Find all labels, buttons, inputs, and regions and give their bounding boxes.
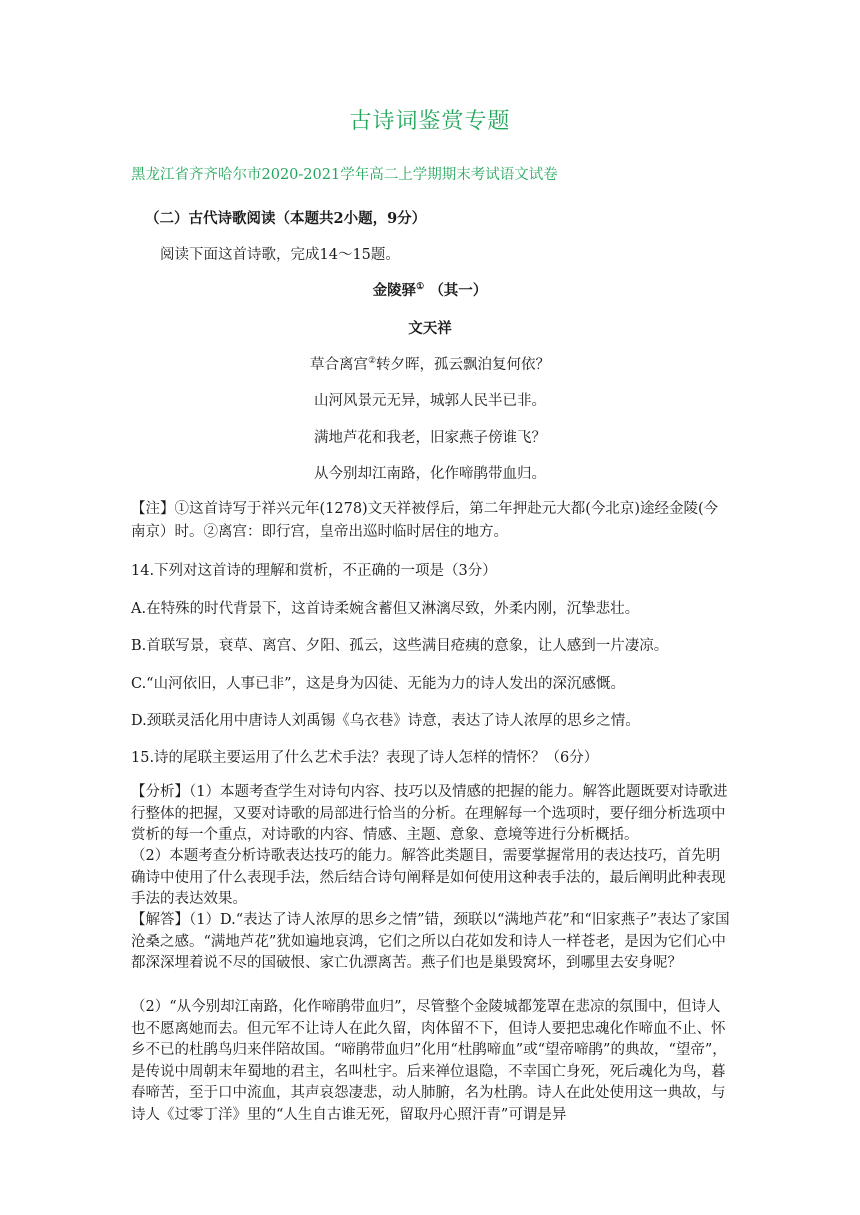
answer-paragraph: （2）“从今别却江南路，化作啼鹃带血归”，尽管整个金陵城都笼罩在悲凉的氛围中，但诗人也不愿离她而去。但元军不让诗人在此久留，肉体留不下，但诗人要把忠魂化作啼血不止、怀乡不已的杜鹃鸟归来伴陪故国。“啼鹃带血归”化用“杜鹃啼血”或“望帝啼鹃”的典故，“望帝”，是传说中周朝末年蜀地的君主，名叫杜宇。后来禅位退隐，不幸国亡身死，死后魂化为鸟，暮春啼苦，至于口中流血，其声哀怨凄悲，动人肺腑，名为杜鹃。诗人在此处使用这一典故，与诗人《过零丁洋》里的“人生自古谁无死，留取丹心照汗青”可谓是异 <box>131 999 727 1123</box>
poem-title-text: 金陵驿 <box>372 282 417 299</box>
answer-paragraph: 【解答】（1）D.“表达了诗人浓厚的思乡之情”错，颈联以“满地芦花”和“旧家燕子”表达了家国沧桑之感。“满地芦花”犹如遍地哀鸿，它们之所以白花如发和诗人一样苍老，是因为它们心中都深深埋着说不尽的国破恨、家亡仇漂离苦。燕子们也是巢毁窝坏，到哪里去安身呢？ <box>131 912 730 972</box>
analysis-paragraph: （2）本题考查分析诗歌表达技巧的能力。解答此类题目，需要掌握常用的表达技巧，首先明确诗中使用了什么表现手法，然后结合诗句阐释是如何使用这种表手法的，最后阐明此种表现手法的表达效果。 <box>131 848 726 908</box>
poem-line: 满地芦花和我老，旧家燕子傍谁飞？ <box>314 430 546 446</box>
poem-title <box>0 279 860 300</box>
poem-line-text: 转夕晖，孤云飘泊复何依？ <box>376 357 551 373</box>
option-d: D.颈联灵活化用中唐诗人刘禹锡《乌衣巷》诗意，表达了诗人浓厚的思乡之情。 <box>131 713 640 729</box>
option-a: A.在特殊的时代背景下，这首诗柔婉含蓄但又淋漓尽致，外柔内刚，沉挚悲壮。 <box>131 601 640 617</box>
poem-title-suffix: （其一） <box>429 282 488 299</box>
poem-line <box>0 353 860 374</box>
poem-note: 【注】①这首诗写于祥兴元年(1278)文天祥被俘后，第二年押赴元大都(今北京)途经金陵(今南京）时。②离宫：即行宫，皇帝出巡时临时居住的地方。 <box>131 501 719 540</box>
question-14-stem: 14.下列对这首诗的理解和赏析，不正确的一项是（3分） <box>131 563 497 579</box>
poem-line: 山河风景元无异，城郭人民半已非。 <box>314 393 546 409</box>
exam-source: 黑龙江省齐齐哈尔市2020-2021学年高二上学期期末考试语文试卷 <box>131 167 558 183</box>
instruction: 阅读下面这首诗歌，完成14～15题。 <box>160 247 400 263</box>
poem-line: 从今别却江南路，化作啼鹃带血归。 <box>314 466 546 482</box>
poem-author: 文天祥 <box>408 320 452 337</box>
section-heading: （二）古代诗歌阅读（本题共2小题，9分） <box>145 210 427 227</box>
footnote-mark: ① <box>416 282 425 293</box>
footnote-mark: ② <box>367 356 377 367</box>
page-title: 古诗词鉴赏专题 <box>349 109 511 134</box>
option-c: C.“山河依旧，人事已非”，这是身为囚徒、无能为力的诗人发出的深沉感慨。 <box>131 676 626 692</box>
poem-line-text: 草合离宫 <box>309 357 368 373</box>
analysis-paragraph: 【分析】（1）本题考查学生对诗句内容、技巧以及情感的把握的能力。解答此题既要对诗歌进行整体的把握，又要对诗歌的局部进行恰当的分析。在理解每一个选项时，要仔细分析选项中赏析的每一个重点，对诗歌的内容、情感、主题、意象、意境等进行分析概括。 <box>131 784 728 844</box>
option-b: B.首联写景，衰草、离宫、夕阳、孤云，这些满目疮痍的意象，让人感到一片凄凉。 <box>131 638 669 654</box>
question-15-stem: 15.诗的尾联主要运用了什么艺术手法？表现了诗人怎样的情怀？（6分） <box>131 750 599 766</box>
